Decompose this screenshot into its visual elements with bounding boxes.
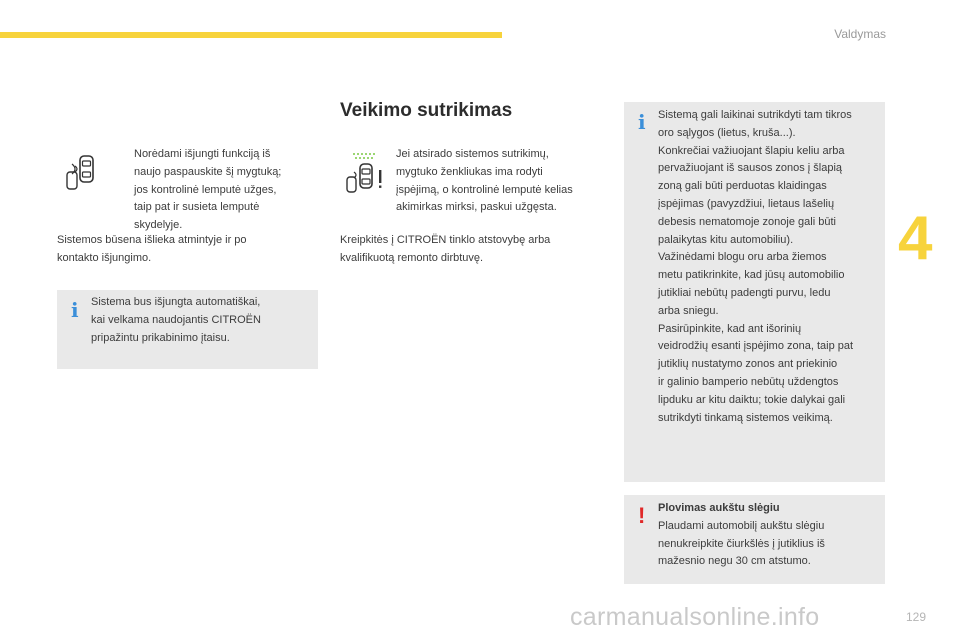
weather-line: pervažiuojant iš sausos zonos į šlapią — [658, 162, 843, 175]
instruction-line: Norėdami išjungti funkciją iš — [134, 148, 271, 160]
weather-line: sutrikdyti tinkamą sistemos veikimą. — [658, 411, 833, 424]
info-box-line: pripažintu prikabinimo įtaisu. — [91, 331, 230, 344]
page-number: 129 — [906, 610, 927, 624]
section-label: Valdymas — [834, 27, 886, 41]
weather-line: oro sąlygos (lietus, kruša...). — [658, 126, 796, 139]
instruction-line: naujo paspauskite šį mygtuką; — [134, 165, 282, 178]
weather-line: veidrodžių esanti įspėjimo zona, taip pat — [658, 340, 854, 353]
weather-line: lipduku ar kitu daiktu; tokie dalykai gali — [658, 393, 846, 406]
weather-line: įspėjimas (pavyzdžiui, lietaus lašelių — [658, 197, 835, 210]
info-box-line: kai velkama naudojantis CITROËN — [91, 313, 261, 326]
info-icon: i — [71, 298, 79, 322]
instruction-line: skydelyje. — [134, 219, 183, 232]
watermark: carmanualsonline.info — [570, 603, 820, 631]
fault-line: mygtuko ženkliukas ima rodyti — [396, 165, 543, 178]
memory-note — [57, 232, 317, 268]
warning-title: Plovimas aukštu slėgiu — [658, 502, 780, 514]
weather-line: jutiklių nustatymo zonos ant priekinio — [658, 358, 838, 371]
weather-line: jutikliai nebūtų padengti purvu, ledu — [658, 286, 831, 299]
fault-line: įspėjimą, o kontrolinė lemputė kelias — [396, 183, 573, 196]
info-box-line: Sistema bus išjungta automatiškai, — [91, 296, 261, 308]
warning-text — [658, 500, 884, 571]
weather-line: palaikytas kitu automobiliu). — [658, 233, 794, 246]
warning-line: Plaudami automobilį aukštu slėgiu — [658, 519, 825, 532]
instruction-text — [134, 146, 319, 235]
weather-line: zoną gali būti perduotas klaidingas — [658, 180, 827, 193]
weather-line: Pasirūpinkite, kad ant išorinių — [658, 322, 802, 335]
header-accent-bar — [0, 32, 502, 38]
section-heading: Veikimo sutrikimas — [340, 100, 513, 121]
weather-line: metu patikrinkite, kad jūsų automobilio — [658, 269, 845, 282]
contact-line: Kreipkitės į CITROËN tinklo atstovybę arba — [340, 234, 551, 246]
weather-line: arba sniegu. — [658, 304, 719, 317]
warning-box-pressure-wash — [624, 495, 885, 584]
weather-line: Sistemą gali laikinai sutrikdyti tam tikros — [658, 109, 852, 121]
fault-text — [396, 146, 601, 217]
info-box-text — [91, 294, 313, 347]
weather-info-text — [658, 107, 884, 427]
contact-dealer-text — [340, 232, 610, 268]
instruction-line: taip pat ir susieta lemputė — [134, 201, 260, 214]
blind-spot-icon — [64, 150, 104, 192]
fault-line: akimirkas mirksi, paskui užgęsta. — [396, 201, 557, 214]
instruction-line: jos kontrolinė lemputė užges, — [134, 183, 277, 196]
weather-line: Konkrečiai važiuojant šlapiu keliu arba — [658, 144, 845, 157]
warning-icon: ! — [638, 503, 646, 528]
weather-line: ir galinio bamperio nebūtų uždengtos — [658, 375, 839, 388]
blind-spot-fault-icon — [343, 150, 387, 194]
warning-line: mažesnio negu 30 cm atstumo. — [658, 555, 811, 568]
contact-line: kvalifikuotą remonto dirbtuvę. — [340, 251, 484, 264]
chapter-number: 4 — [898, 204, 933, 273]
weather-line: Važinėdami blogu oru arba žiemos — [658, 251, 827, 264]
weather-line: debesis nematomoje zonoje gali būti — [658, 215, 836, 228]
memory-note-line: kontakto išjungimo. — [57, 251, 152, 264]
info-box-weather — [624, 102, 885, 482]
memory-note-line: Sistemos būsena išlieka atmintyje ir po — [57, 234, 247, 246]
fault-line: Jei atsirado sistemos sutrikimų, — [396, 148, 549, 160]
info-icon: i — [638, 110, 646, 134]
warning-line: nenukreipkite čiurkšlės į jutiklius iš — [658, 537, 825, 550]
info-box-towing — [57, 290, 318, 369]
